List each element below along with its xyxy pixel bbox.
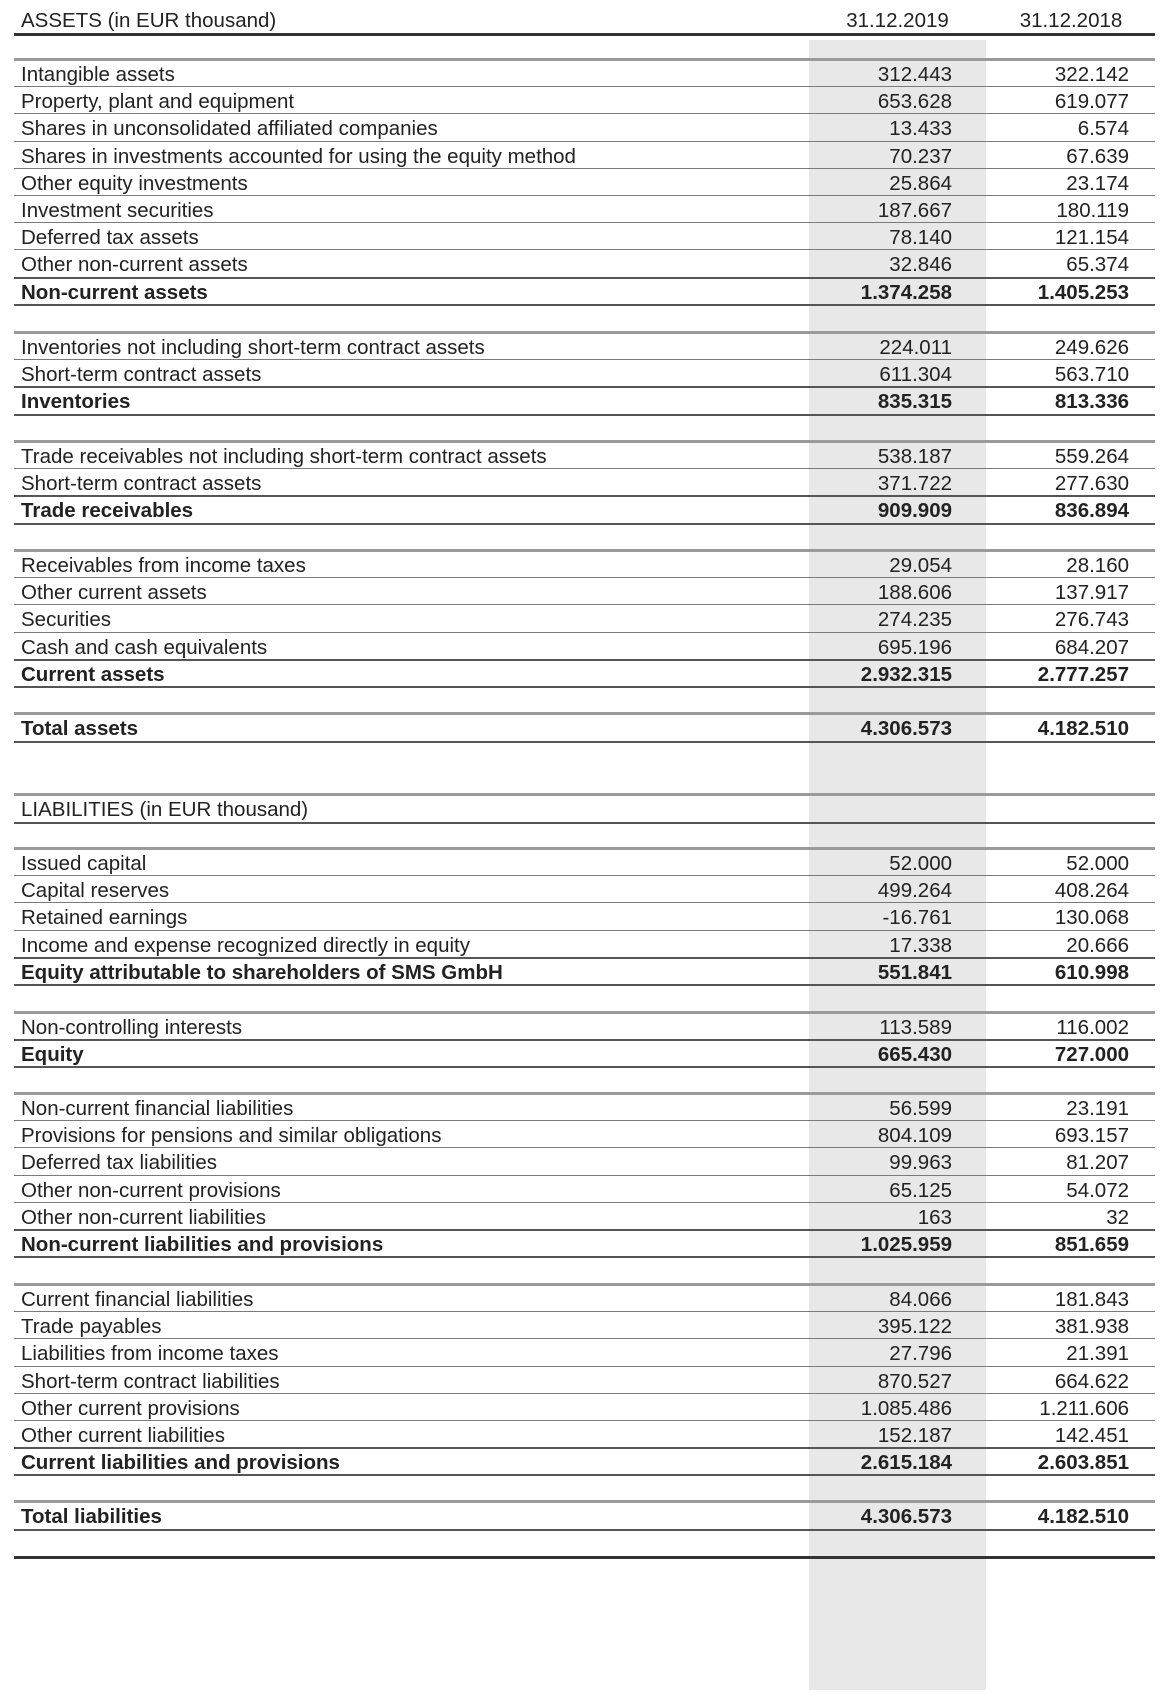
value-2019: 538.187 [877, 445, 952, 468]
table-row [14, 605, 1155, 633]
value-2019: 32.846 [889, 253, 952, 277]
value-2018: 727.000 [1054, 1043, 1129, 1067]
row-label: Cash and cash equivalents [21, 635, 268, 659]
value-2018: 137.917 [1054, 581, 1129, 605]
table-row [14, 1421, 1155, 1449]
value-2019: 909.909 [877, 499, 952, 523]
equity_parent-bottom-rule [14, 984, 1155, 986]
value-2018: 121.154 [1054, 226, 1129, 250]
row-label: Other equity investments [21, 171, 248, 195]
table-row [14, 1203, 1155, 1231]
total_liabilities-underline [14, 1529, 1155, 1531]
value-2018: 563.710 [1054, 363, 1129, 387]
table-row [14, 196, 1155, 224]
value-2019: 70.237 [889, 144, 952, 168]
table-row [14, 903, 1155, 931]
value-2018: 54.072 [1066, 1178, 1129, 1202]
row-label: Trade receivables [21, 499, 194, 523]
subtotal-row [14, 958, 1155, 986]
row-label: Retained earnings [21, 906, 188, 930]
total_assets-underline [14, 741, 1155, 743]
value-2019: 99.963 [889, 1151, 952, 1175]
inventories-bottom-rule [14, 414, 1155, 416]
table-row [14, 114, 1155, 142]
table-row [14, 1367, 1155, 1395]
value-2019: 29.054 [889, 554, 952, 577]
value-2018: 65.374 [1066, 253, 1129, 277]
grand-total-row [14, 714, 1155, 742]
value-2018: 664.622 [1054, 1369, 1129, 1393]
value-2018: 67.639 [1066, 144, 1129, 168]
table-row [14, 250, 1155, 278]
table-row [14, 87, 1155, 115]
value-2018: 813.336 [1054, 390, 1129, 414]
value-2018: 559.264 [1054, 445, 1129, 468]
value-2018: 1.211.606 [1039, 1396, 1129, 1420]
table-row [14, 931, 1155, 959]
value-2019: 25.864 [889, 171, 952, 195]
row-label: Equity [21, 1043, 84, 1067]
value-2019: 2.932.315 [860, 662, 952, 686]
row-label: Securities [21, 608, 112, 632]
value-2018: 851.659 [1054, 1233, 1129, 1256]
row-label: Receivables from income taxes [21, 554, 306, 577]
current_assets-bottom-rule [14, 686, 1155, 688]
table-row [14, 360, 1155, 388]
row-label: Short-term contract assets [21, 363, 262, 387]
value-2019: 1.085.486 [860, 1396, 952, 1420]
subtotal-row [14, 660, 1155, 688]
table-row [14, 333, 1155, 361]
table-row [14, 169, 1155, 197]
table-row [14, 1394, 1155, 1422]
value-2018: 116.002 [1056, 1016, 1129, 1039]
value-2018: 23.191 [1066, 1097, 1129, 1120]
value-2019: 4.306.573 [860, 1505, 952, 1528]
table-row [14, 551, 1155, 579]
row-label: Current assets [21, 662, 165, 686]
value-2019: 395.122 [877, 1315, 952, 1339]
value-2018: 142.451 [1054, 1424, 1129, 1447]
row-label: Trade receivables not including short-term contract assets [21, 445, 547, 468]
value-2018: 28.160 [1066, 554, 1129, 577]
table-row [14, 1013, 1155, 1041]
value-2019: 224.011 [879, 336, 952, 359]
value-2019: 653.628 [877, 90, 952, 114]
row-label: Other non-current provisions [21, 1178, 281, 1202]
value-2018: 52.000 [1066, 852, 1129, 875]
row-label: Other current provisions [21, 1396, 240, 1420]
value-2018: 610.998 [1054, 960, 1129, 984]
row-label: Intangible assets [21, 63, 175, 86]
column-header-2018: 31.12.2018 [1019, 9, 1123, 32]
row-label: Non-current assets [21, 280, 208, 304]
value-2019: 274.235 [877, 608, 952, 632]
column-header-2019: 31.12.2019 [846, 9, 949, 32]
table-row [14, 1121, 1155, 1149]
value-2018: 2.777.257 [1037, 662, 1129, 686]
table-row [14, 633, 1155, 661]
value-2018: 619.077 [1054, 90, 1129, 114]
value-2018: 21.391 [1066, 1342, 1129, 1366]
value-2019: 13.433 [889, 117, 952, 141]
non_current_assets-bottom-rule [14, 304, 1155, 306]
table-bottom-rule [14, 1556, 1155, 1559]
row-label: Trade payables [21, 1315, 162, 1339]
non_current_liabilities-bottom-rule [14, 1256, 1155, 1258]
assets-header-row [14, 6, 1155, 34]
value-2019: 499.264 [877, 879, 952, 903]
value-2018: 4.182.510 [1037, 1505, 1129, 1528]
row-label: Other current liabilities [21, 1424, 225, 1447]
row-label: Property, plant and equipment [21, 90, 295, 114]
table-row [14, 1148, 1155, 1176]
value-2018: 381.938 [1054, 1315, 1129, 1339]
row-label: Liabilities from income taxes [21, 1342, 279, 1366]
row-label: Shares in unconsolidated affiliated companies [21, 117, 438, 141]
value-2019: 65.125 [889, 1178, 952, 1202]
value-2019: 84.066 [889, 1288, 952, 1311]
liabilities-header-row [14, 795, 1155, 823]
value-2019: 371.722 [877, 472, 952, 496]
grand-total-row [14, 1502, 1155, 1530]
value-2019: 163 [917, 1205, 952, 1229]
row-label: Shares in investments accounted for using the equity method [21, 144, 576, 168]
table-row [14, 1285, 1155, 1313]
value-2019: 52.000 [889, 852, 952, 875]
equity-bottom-rule [14, 1066, 1155, 1068]
value-2019: 56.599 [889, 1097, 952, 1120]
value-2019: 27.796 [889, 1342, 952, 1366]
balance-sheet [14, 6, 1155, 1692]
row-label: Short-term contract liabilities [21, 1369, 280, 1393]
value-2018: 276.743 [1054, 608, 1129, 632]
value-2018: 408.264 [1054, 879, 1129, 903]
table-row [14, 1176, 1155, 1204]
row-label: Other non-current liabilities [21, 1205, 266, 1229]
value-2018: 1.405.253 [1037, 280, 1129, 304]
value-2019: 551.841 [877, 960, 952, 984]
row-label: Total liabilities [21, 1505, 162, 1528]
table-row [14, 469, 1155, 497]
value-2019: 695.196 [877, 635, 952, 659]
liabilities-header-underline [14, 822, 1155, 824]
liabilities-header-title: LIABILITIES (in EUR thousand) [21, 798, 309, 821]
current_liabilities-bottom-rule [14, 1474, 1155, 1476]
value-2019: 78.140 [889, 226, 952, 250]
table-row [14, 1094, 1155, 1122]
value-2019: 870.527 [877, 1369, 952, 1393]
value-2018: 20.666 [1066, 933, 1129, 957]
row-label: Provisions for pensions and similar obligations [21, 1124, 442, 1148]
row-label: Current financial liabilities [21, 1288, 254, 1311]
row-label: Capital reserves [21, 879, 170, 903]
table-row [14, 60, 1155, 88]
row-label: Inventories not including short-term contract assets [21, 336, 485, 359]
value-2019: 113.589 [879, 1016, 952, 1039]
row-label: Non-current liabilities and provisions [21, 1233, 384, 1256]
value-2018: 81.207 [1066, 1151, 1129, 1175]
value-2019: 665.430 [877, 1043, 952, 1067]
value-2018: 684.207 [1054, 635, 1129, 659]
row-label: Non-controlling interests [21, 1016, 243, 1039]
value-2019: -16.761 [882, 906, 952, 930]
subtotal-row [14, 1040, 1155, 1068]
value-2018: 130.068 [1054, 906, 1129, 930]
table-row [14, 849, 1155, 877]
subtotal-row [14, 496, 1155, 524]
value-2018: 249.626 [1054, 336, 1129, 359]
value-2019: 312.443 [877, 63, 952, 86]
row-label: Total assets [21, 717, 138, 740]
subtotal-row [14, 278, 1155, 306]
row-label: Non-current financial liabilities [21, 1097, 294, 1120]
subtotal-row [14, 387, 1155, 415]
table-row [14, 876, 1155, 904]
value-2018: 32 [1106, 1205, 1129, 1229]
row-label: Other current assets [21, 581, 207, 605]
assets-header-title: ASSETS (in EUR thousand) [21, 9, 277, 32]
row-label: Current liabilities and provisions [21, 1451, 340, 1475]
value-2019: 1.025.959 [860, 1233, 952, 1256]
value-2018: 693.157 [1054, 1124, 1129, 1148]
value-2019: 835.315 [877, 390, 952, 414]
value-2018: 181.843 [1054, 1288, 1129, 1311]
value-2019: 4.306.573 [860, 717, 952, 740]
row-label: Short-term contract assets [21, 472, 262, 496]
value-2018: 6.574 [1077, 117, 1129, 141]
table-row [14, 1312, 1155, 1340]
row-label: Deferred tax liabilities [21, 1151, 217, 1175]
value-2018: 4.182.510 [1037, 717, 1129, 740]
table-row [14, 442, 1155, 470]
value-2019: 152.187 [877, 1424, 952, 1447]
table-row [14, 1339, 1155, 1367]
row-label: Deferred tax assets [21, 226, 199, 250]
value-2018: 180.119 [1056, 199, 1129, 222]
value-2019: 1.374.258 [860, 280, 952, 304]
table-row [14, 142, 1155, 170]
row-label: Issued capital [21, 852, 147, 875]
subtotal-row [14, 1230, 1155, 1258]
value-2019: 17.338 [889, 933, 952, 957]
value-2019: 188.606 [877, 581, 952, 605]
value-2018: 836.894 [1054, 499, 1129, 523]
row-label: Investment securities [21, 199, 214, 222]
value-2019: 187.667 [877, 199, 952, 222]
value-2019: 2.615.184 [860, 1451, 952, 1475]
table-row [14, 223, 1155, 251]
trade_receivables-bottom-rule [14, 523, 1155, 525]
subtotal-row [14, 1448, 1155, 1476]
value-2018: 2.603.851 [1037, 1451, 1129, 1475]
value-2019: 611.304 [879, 363, 952, 387]
table-row [14, 578, 1155, 606]
row-label: Equity attributable to shareholders of SMS GmbH [21, 960, 503, 984]
value-2018: 322.142 [1054, 63, 1129, 86]
value-2018: 277.630 [1054, 472, 1129, 496]
row-label: Income and expense recognized directly in equity [21, 933, 470, 957]
row-label: Other non-current assets [21, 253, 248, 277]
row-label: Inventories [21, 390, 131, 414]
value-2018: 23.174 [1066, 171, 1129, 195]
value-2019: 804.109 [877, 1124, 952, 1148]
